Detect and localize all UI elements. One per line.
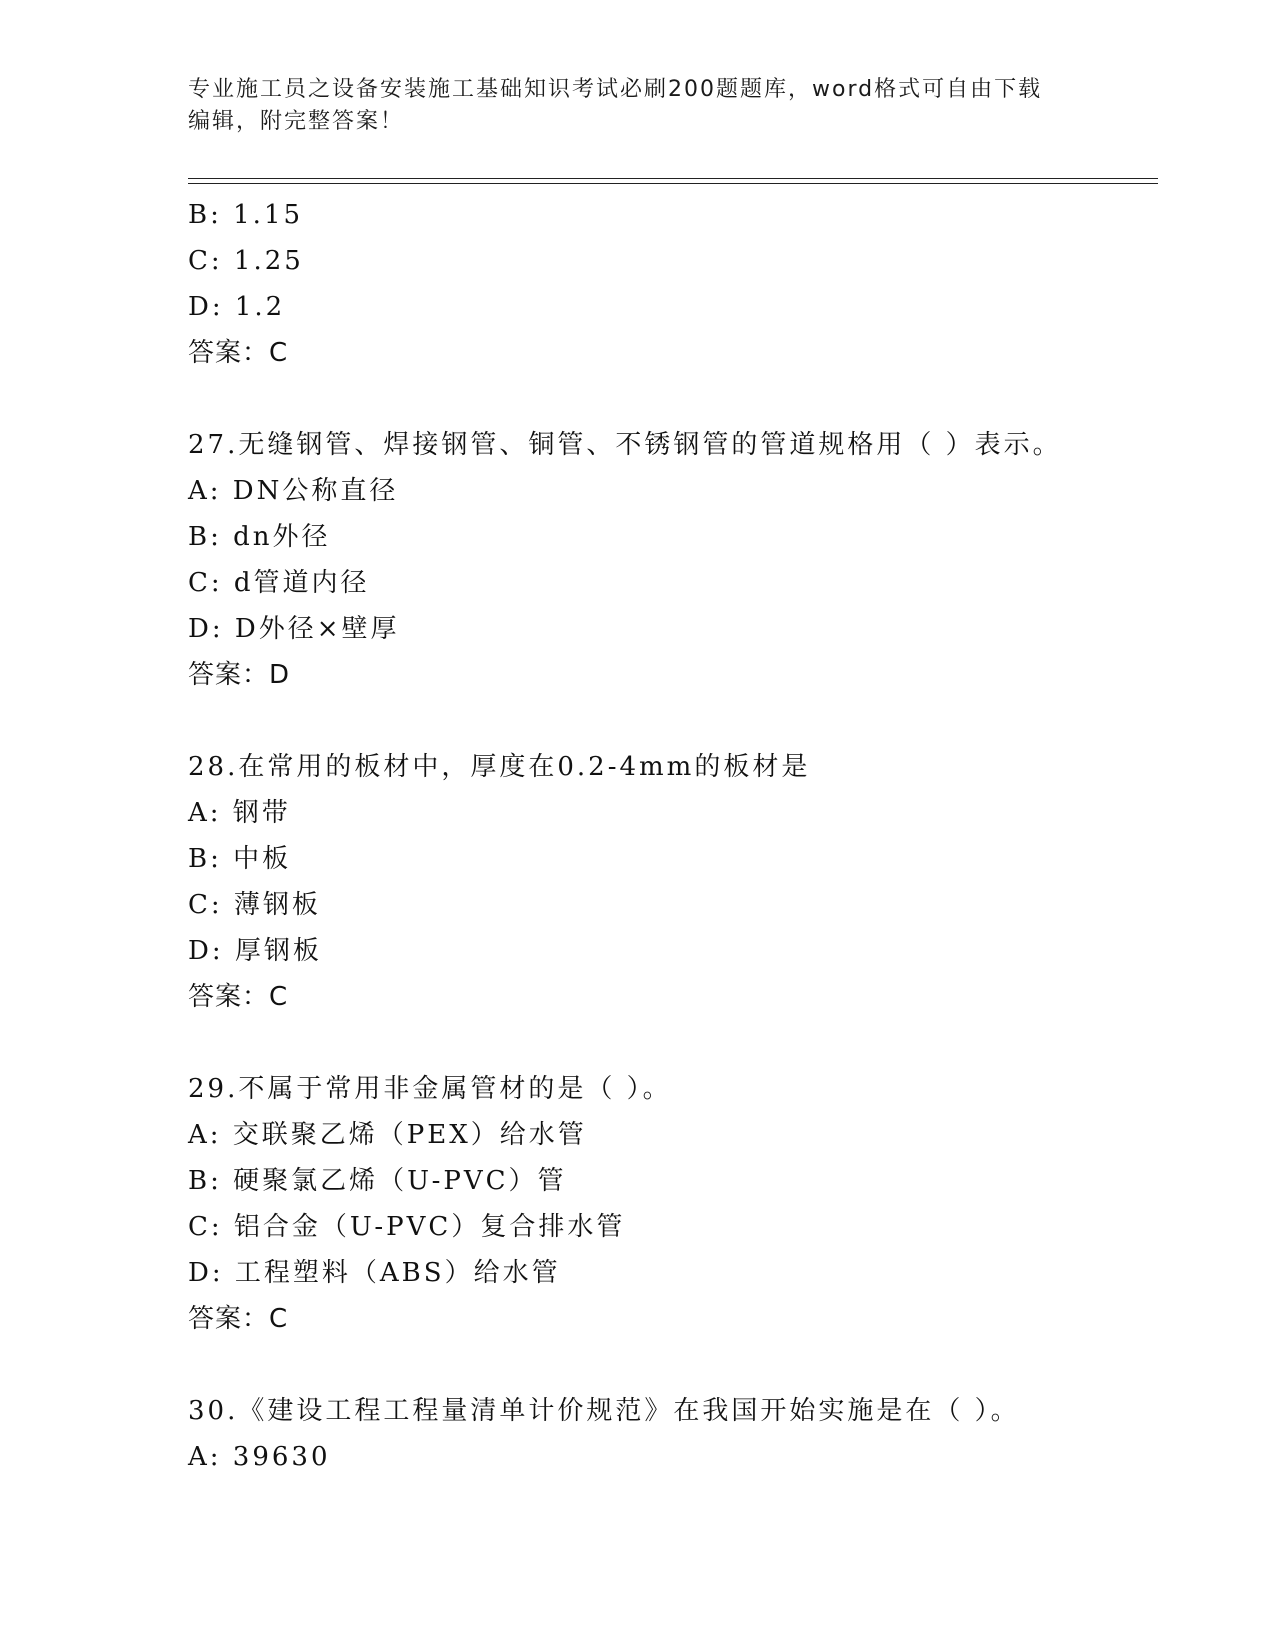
option-b: B: 1.15 [188, 200, 304, 230]
option-d: D: 工程塑料（ABS）给水管 [188, 1258, 561, 1288]
question-stem: 28.在常用的板材中，厚度在0.2-4mm的板材是 [188, 752, 811, 782]
question-27 [188, 422, 1168, 698]
question-29 [188, 1066, 1168, 1342]
option-b: B: 中板 [188, 844, 292, 874]
option-b: B: 硬聚氯乙烯（U-PVC）管 [188, 1166, 567, 1196]
option-c: C: 1.25 [188, 246, 304, 276]
option-a: A: DN公称直径 [188, 476, 399, 506]
option-d: D: 厚钢板 [188, 936, 322, 966]
header-line-1: 专业施工员之设备安装施工基础知识考试必刷200题题库，word格式可自由下载 [188, 77, 1043, 102]
answer: 答案：C [188, 982, 289, 1012]
answer: 答案：C [188, 1304, 289, 1334]
question-26-continuation [188, 192, 1168, 376]
option-c: C: 薄钢板 [188, 890, 321, 920]
option-a: A: 钢带 [188, 798, 291, 828]
header-divider-bottom [188, 183, 1158, 184]
option-c: C: 铝合金（U-PVC）复合排水管 [188, 1212, 626, 1242]
document-header [188, 74, 1078, 138]
spacer [188, 698, 1168, 744]
question-28 [188, 744, 1168, 1020]
spacer [188, 1342, 1168, 1388]
question-stem: 27.无缝钢管、焊接钢管、铜管、不锈钢管的管道规格用（ ）表示。 [188, 430, 1062, 460]
answer: 答案：C [188, 338, 289, 368]
header-divider-top [188, 178, 1158, 179]
spacer [188, 376, 1168, 422]
option-a: A: 39630 [188, 1442, 331, 1472]
header-line-2: 编辑，附完整答案！ [188, 109, 405, 134]
option-a: A: 交联聚乙烯（PEX）给水管 [188, 1120, 587, 1150]
option-d: D: D外径×壁厚 [188, 614, 400, 644]
option-b: B: dn外径 [188, 522, 331, 552]
question-stem: 29.不属于常用非金属管材的是（ ）。 [188, 1074, 672, 1104]
option-d: D: 1.2 [188, 292, 286, 322]
question-stem: 30.《建设工程工程量清单计价规范》在我国开始实施是在（ ）。 [188, 1396, 1020, 1426]
option-c: C: d管道内径 [188, 568, 370, 598]
answer: 答案：D [188, 660, 291, 690]
question-content [188, 192, 1168, 1480]
spacer [188, 1020, 1168, 1066]
question-30 [188, 1388, 1168, 1480]
